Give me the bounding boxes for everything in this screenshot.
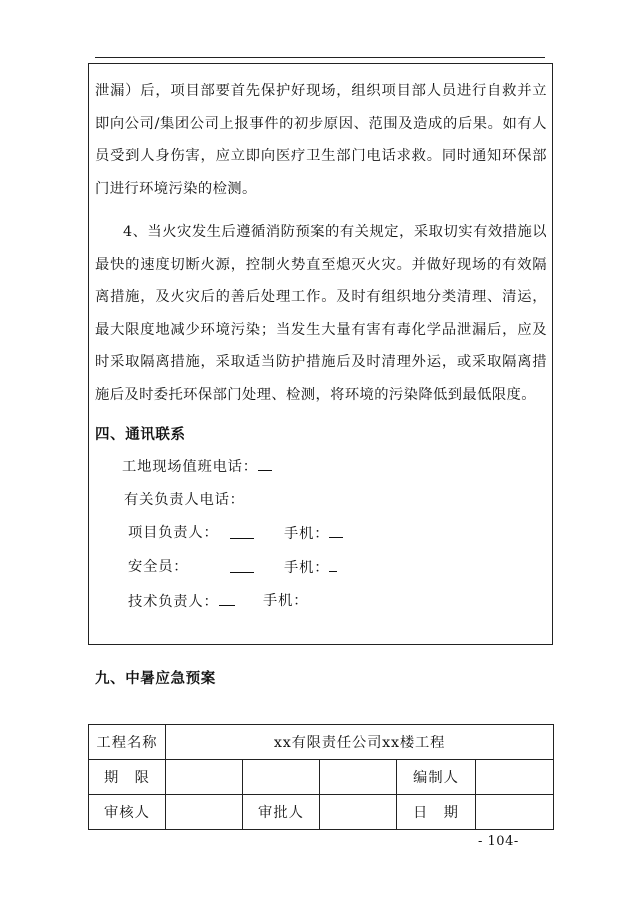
plan-info-table [88,724,554,830]
safety-officer-line [128,556,188,576]
period-value-cell-3 [320,760,397,795]
safety-officer-blank [230,557,254,573]
table-row [89,795,554,830]
approver-value-cell [320,795,397,830]
project-manager-line [128,522,219,542]
date-value-cell [476,795,554,830]
fire-response-paragraph: 4、当火灾发生后遵循消防预案的有关规定，采取切实有效措施以最快的速度切断火源，控制火势直至熄灭火灾。并做好现场的有效隔离措施，及火灾后的善后处理工作。及时有组织地分类清理、清运，最大限度地减少环境污染；当发生大量有害有毒化学品泄漏后，应及时采取隔离措施，采取适当防护措施后及时清理外运，或采取隔离措施后及时委托环保部门处理、检测，将环境的污染降低到最低限度。 [95,224,547,403]
responsible-phone-label: 有关负责人电话： [124,492,245,508]
duty-phone-label: 工地现场值班电话： [122,459,258,475]
compiler-label: 编制人 [397,760,476,795]
project-manager-mobile-label: 手机： [284,526,330,542]
table-row [89,760,554,795]
safety-officer-label: 安全员： [128,559,189,575]
period-value-cell-2 [243,760,320,795]
safety-officer-mobile-blank [329,556,337,572]
header-rule [95,57,545,58]
section-heading-communication: 四、通讯联系 [95,427,186,443]
safety-officer-mobile-label: 手机： [284,560,330,576]
approver-label: 审批人 [243,795,320,830]
reviewer-value-cell [166,795,243,830]
date-label: 日 期 [397,795,476,830]
project-name-value: xx有限责任公司xx楼工程 [166,725,554,760]
project-name-label: 工程名称 [89,725,166,760]
project-manager-mobile-blank [329,522,343,538]
table-row [89,725,554,760]
tech-lead-mobile-label: 手机： [263,593,309,609]
project-manager-label: 项目负责人： [128,525,219,541]
safety-officer-mobile [284,556,337,577]
section-title-heatstroke: 九、中暑应急预案 [95,671,216,687]
reviewer-label: 审核人 [89,795,166,830]
duty-phone-line [122,455,272,476]
responsible-phone-line [124,489,245,509]
continued-paragraph: 泄漏）后，项目部要首先保护好现场，组织项目部人员进行自救并立即向公司/集团公司上报事件的初步原因、范围及造成的后果。如有人员受到人身伤害，应立即向医疗卫生部门电话求救。同时通知环保部门进行环境污染的检测。 [95,83,547,197]
compiler-value-cell [476,760,554,795]
period-label: 期 限 [89,760,166,795]
project-manager-blank [230,523,254,539]
period-value-cell [166,760,243,795]
duty-phone-blank [258,455,272,471]
project-manager-mobile [284,522,343,543]
tech-lead-blank [219,590,235,606]
tech-lead-label: 技术负责人： [128,594,219,610]
page-number: - 104- [478,834,519,849]
tech-lead-mobile [263,590,308,610]
tech-lead-line [128,590,235,611]
